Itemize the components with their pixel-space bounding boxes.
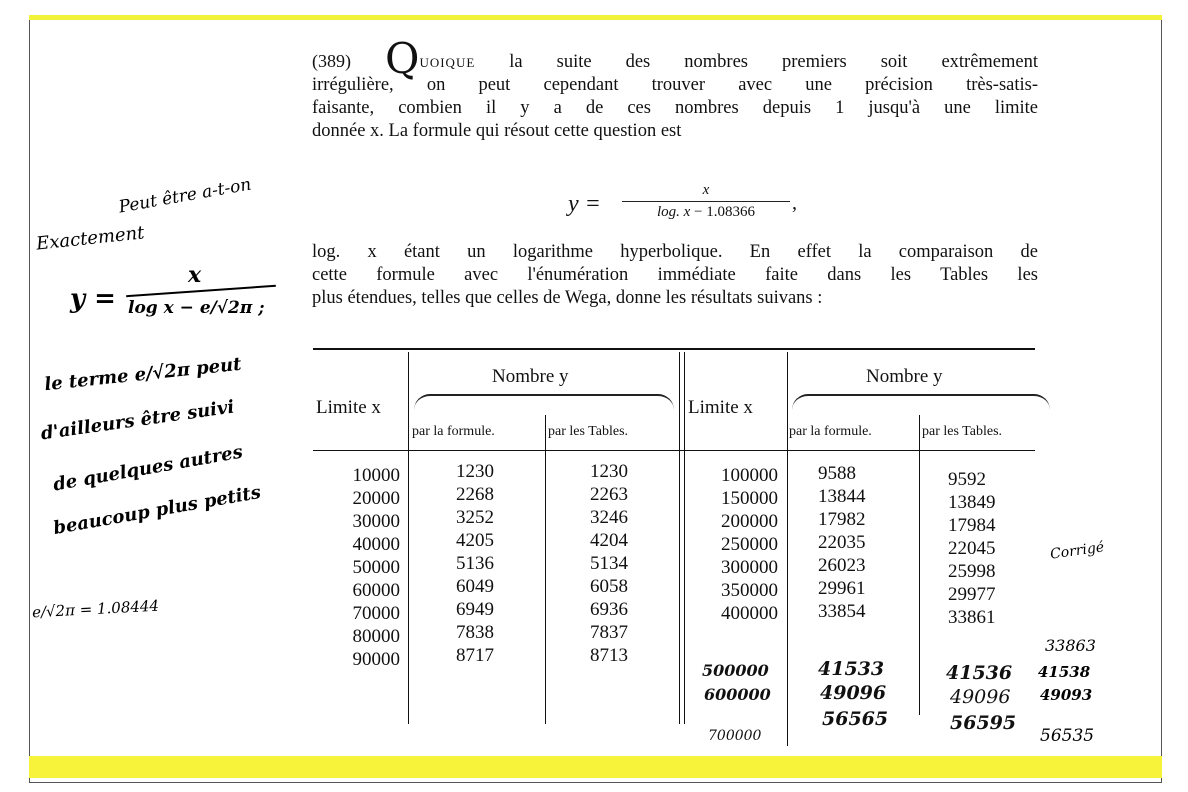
table-cell: 250000: [721, 534, 778, 555]
table-cell: 6949: [456, 599, 494, 620]
table-cell: 22045: [948, 538, 996, 559]
intro-line-1: la suite des nombres premiers soit extrêmement: [509, 52, 1039, 72]
table-cell: 300000: [721, 557, 778, 578]
margin-note-value: e/√2π = 1.08444: [31, 596, 160, 622]
highlight-bar-bottom: [29, 756, 1162, 778]
correction-value: 33863: [1045, 636, 1096, 655]
correction-value: 56535: [1040, 726, 1095, 746]
header-limite-left: Limite x: [316, 397, 381, 418]
table-divider: [919, 415, 920, 715]
margin-note-line: Peut être a-t-on: [117, 174, 253, 218]
table-cell: 60000: [352, 580, 400, 601]
table-top-rule: [313, 348, 1035, 350]
margin-note-line: de quelques autres: [51, 441, 245, 496]
margin-formula: [70, 262, 290, 332]
column-tables-right: [948, 468, 1038, 629]
table-cell: 6049: [456, 576, 494, 597]
header-limite-right: Limite x: [688, 397, 753, 418]
table-divider: [408, 352, 409, 724]
column-limite-right: [694, 464, 778, 625]
table-cell: 2263: [590, 484, 628, 505]
correction-label: Corrigé: [1049, 539, 1106, 563]
table-cell: 25998: [948, 561, 996, 582]
handwritten-tables: 41536: [946, 662, 1013, 684]
table-cell: 2268: [456, 484, 494, 505]
table-cell: 6936: [590, 599, 628, 620]
comparison-line-2: cette formule avec l'énumération immédiate faite dans les Tables les: [312, 265, 1038, 285]
table-cell: 90000: [352, 649, 400, 670]
table-divider: [787, 352, 788, 746]
formula-denominator-log: log. x: [656, 204, 691, 220]
table-cell: 70000: [352, 603, 400, 624]
highlight-bar-top: [29, 15, 1162, 20]
table-cell: 13849: [948, 492, 996, 513]
table-cell: 50000: [352, 557, 400, 578]
table-cell: 3246: [590, 507, 628, 528]
header-nombre-left: Nombre y: [492, 366, 569, 387]
handwritten-formule: 41533: [818, 658, 885, 680]
column-formule-left: [440, 460, 510, 667]
handwritten-limite: 700000: [708, 728, 762, 744]
table-cell: 40000: [352, 534, 400, 555]
header-formule-right: par la formule.: [789, 424, 872, 439]
handwritten-limite: 600000: [704, 685, 771, 704]
table-cell: 5136: [456, 553, 494, 574]
handwritten-formule: 56565: [822, 708, 889, 730]
margin-note-line: d'ailleurs être suivi: [39, 396, 236, 445]
handwritten-tables: 56595: [950, 712, 1017, 734]
drop-cap: Q: [385, 34, 420, 83]
table-cell: 26023: [818, 555, 866, 576]
header-brace-left: [414, 394, 674, 410]
table-cell: 13844: [818, 486, 866, 507]
table-cell: 30000: [352, 511, 400, 532]
header-brace-right: [792, 394, 1050, 410]
table-cell: 350000: [721, 580, 778, 601]
comparison-line-3: plus étendues, telles que celles de Wega, donne les résultats suivans :: [312, 288, 823, 308]
margin-note-line: le terme e/√2π peut: [43, 353, 243, 396]
table-cell: 17982: [818, 509, 866, 530]
table-cell: 9588: [818, 463, 856, 484]
formula-lhs: y =: [568, 191, 601, 217]
table-cell: 6058: [590, 576, 628, 597]
main-formula: [540, 178, 860, 228]
table-divider: [684, 352, 685, 724]
paragraph-intro: [312, 34, 1039, 143]
formula-denominator-rest: − 1.08366: [694, 204, 756, 220]
handwritten-formule: 49096: [820, 682, 887, 704]
column-limite-left: [330, 464, 400, 671]
margin-note-line: beaucoup plus petits: [51, 481, 263, 540]
table-cell: 4205: [456, 530, 494, 551]
column-formule-right: [818, 462, 908, 623]
intro-line-2: irrégulière, on peut cependant trouver avec une précision très-satis-: [312, 75, 1038, 95]
correction-value: 49093: [1040, 686, 1093, 704]
table-cell: 33854: [818, 601, 866, 622]
paragraph-comparison: [312, 241, 1038, 310]
table-cell: 7838: [456, 622, 494, 643]
header-formule-left: par la formule.: [412, 424, 495, 439]
table-cell: 1230: [456, 461, 494, 482]
handwritten-limite: 500000: [702, 661, 769, 680]
small-caps-word: uoique: [419, 52, 476, 72]
table-cell: 33861: [948, 607, 996, 628]
table-cell: 100000: [721, 465, 778, 486]
formula-suffix: ,: [792, 192, 797, 214]
table-cell: 150000: [721, 488, 778, 509]
table-cell: 9592: [948, 469, 986, 490]
table-cell: 80000: [352, 626, 400, 647]
handwritten-tables: 49096: [950, 686, 1011, 708]
table-cell: 29977: [948, 584, 996, 605]
paragraph-number: (389): [312, 51, 351, 71]
table-cell: 7837: [590, 622, 628, 643]
table-cell: 4204: [590, 530, 628, 551]
table-cell: 10000: [352, 465, 400, 486]
margin-formula-num: x: [188, 262, 202, 288]
table-cell: 17984: [948, 515, 996, 536]
formula-fraction: [622, 182, 790, 221]
margin-formula-lhs: y =: [70, 284, 116, 314]
formula-denominator: [622, 202, 790, 221]
margin-note-line: Exactement: [35, 222, 146, 255]
table-cell: 400000: [721, 603, 778, 624]
intro-line-3: faisante, combien il y a de ces nombres depuis 1 jusqu'à une limite: [312, 98, 1038, 118]
margin-formula-den: log x − e/√2π ;: [128, 298, 265, 318]
header-tables-left: par les Tables.: [548, 424, 629, 439]
table-cell: 3252: [456, 507, 494, 528]
table-cell: 20000: [352, 488, 400, 509]
table-header-rule: [313, 450, 1035, 451]
table-divider: [679, 352, 680, 724]
correction-value: 41538: [1038, 663, 1091, 681]
table-cell: 8713: [590, 645, 628, 666]
table-cell: 22035: [818, 532, 866, 553]
table-cell: 5134: [590, 553, 628, 574]
header-nombre-right: Nombre y: [866, 366, 943, 387]
header-tables-right: par les Tables.: [922, 424, 1003, 439]
table-cell: 8717: [456, 645, 494, 666]
comparison-line-1: log. x étant un logarithme hyperbolique. En effet la comparaison de: [312, 242, 1038, 262]
formula-numerator: x: [622, 182, 790, 202]
table-cell: 29961: [818, 578, 866, 599]
column-tables-left: [574, 460, 644, 667]
table-cell: 200000: [721, 511, 778, 532]
table-cell: 1230: [590, 461, 628, 482]
table-divider: [545, 415, 546, 724]
intro-line-4: donnée x. La formule qui résout cette question est: [312, 121, 682, 141]
